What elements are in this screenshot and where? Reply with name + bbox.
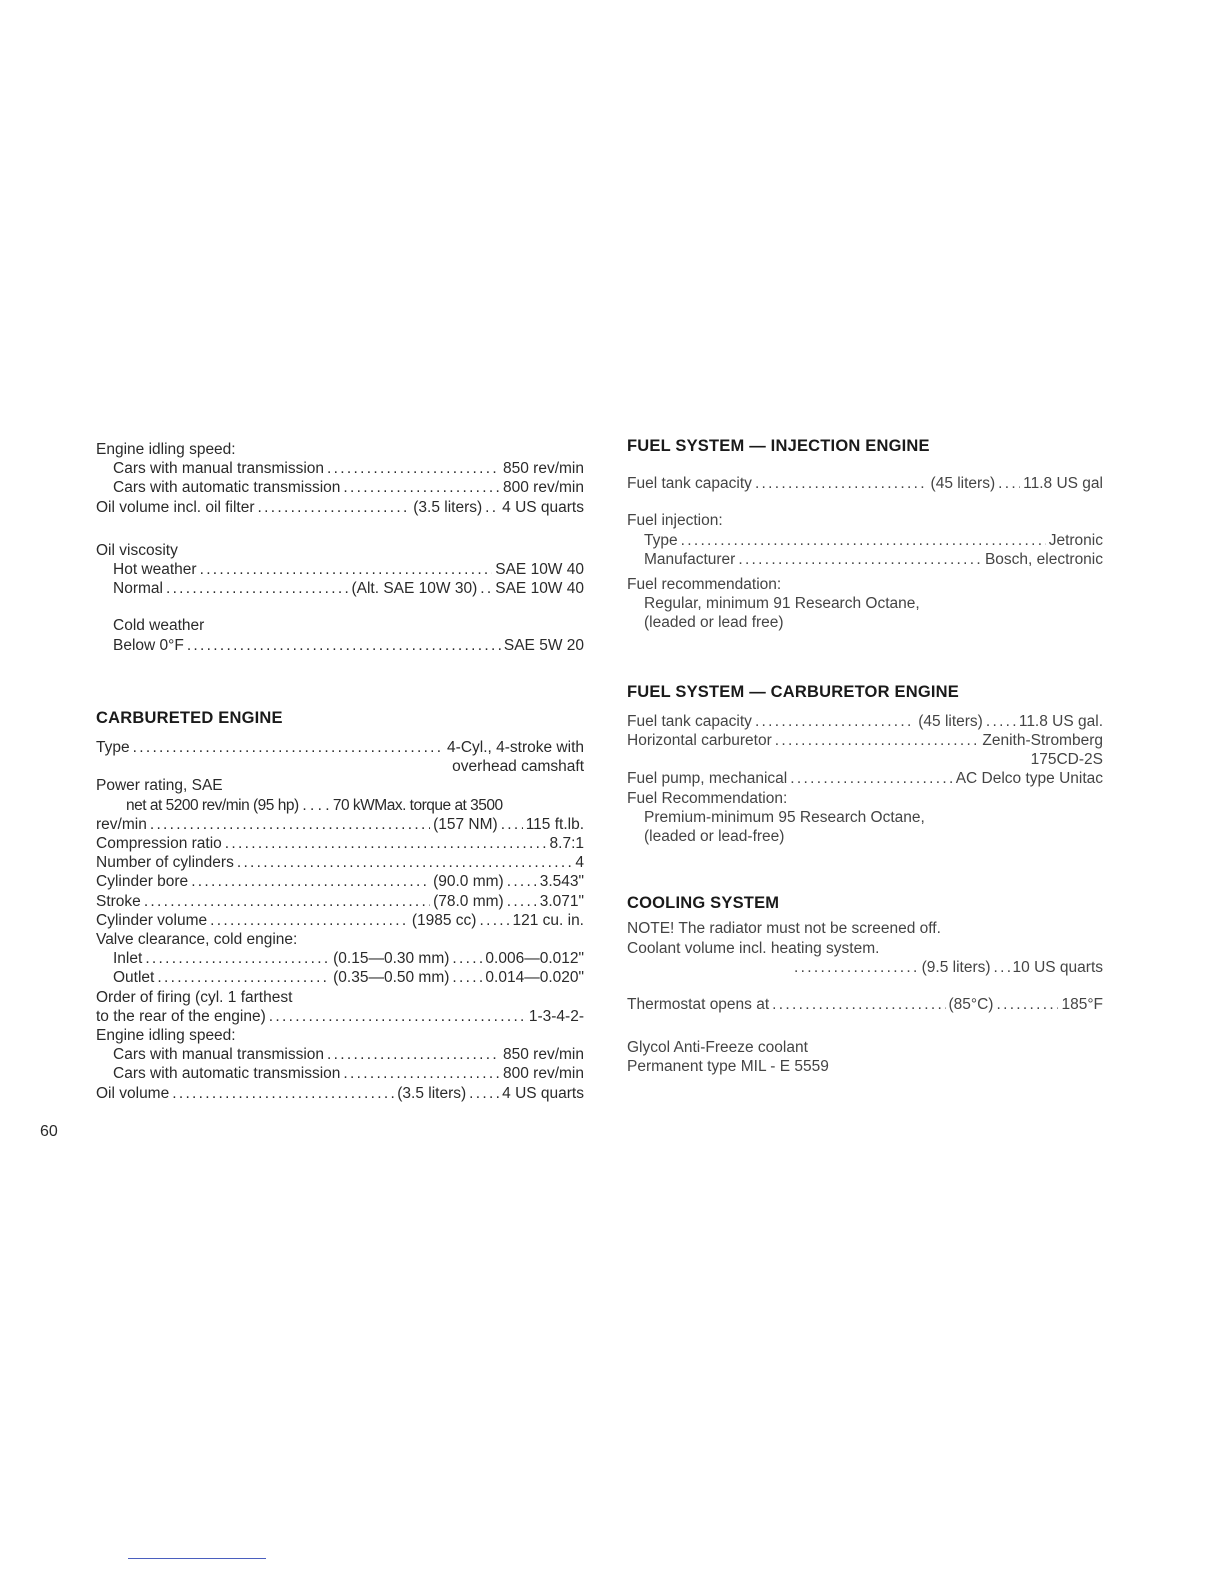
- spec-row: [96, 949, 584, 968]
- spec-label: Thermostat opens at: [627, 996, 770, 1014]
- leader-dots: [790, 769, 952, 788]
- spec-value: Bosch, electronic: [984, 550, 1103, 568]
- spec-label: Below 0°F: [113, 636, 184, 654]
- injection-title: Fuel injection:: [627, 512, 723, 530]
- spec-value: 800 rev/min: [503, 479, 584, 497]
- leader-dots: [996, 995, 1058, 1014]
- spec-row: [96, 1045, 584, 1064]
- spec-value: 4: [575, 854, 584, 872]
- left-column: [96, 440, 584, 1103]
- leader-dots: [452, 968, 482, 987]
- footer-rule: [128, 1558, 266, 1559]
- spec-value: AC Delco type Unitac: [955, 770, 1103, 788]
- spec-label: Cars with automatic transmission: [113, 1065, 341, 1083]
- leader-dots: [738, 550, 982, 569]
- leader-dots: [772, 995, 945, 1014]
- spec-metric: (78.0 mm): [433, 892, 504, 910]
- spec-value: Zenith-Stromberg: [982, 732, 1103, 750]
- spec-label: Compression ratio: [96, 835, 222, 853]
- spec-label: Oil volume: [96, 1084, 170, 1102]
- spec-metric: (45 liters): [930, 475, 996, 493]
- idling-title: Engine idling speed:: [96, 441, 236, 458]
- spec-value: SAE 10W 40: [495, 561, 584, 579]
- leader-dots: [191, 872, 430, 891]
- spec-label: Cylinder bore: [96, 873, 189, 891]
- spec-metric: (3.5 liters): [413, 498, 483, 516]
- leader-dots: [485, 498, 499, 517]
- spec-value: 10 US quarts: [1012, 958, 1103, 976]
- leader-dots: [187, 636, 501, 655]
- cooling-heading: COOLING SYSTEM: [627, 894, 780, 913]
- spec-label: Fuel pump, mechanical: [627, 770, 788, 788]
- spec-value: 0.014—0.020": [485, 969, 584, 987]
- spec-row: [96, 834, 584, 853]
- spec-row: [96, 478, 584, 497]
- spec-row: [96, 815, 584, 834]
- spec-label: Outlet: [113, 969, 155, 987]
- leader-dots: [210, 911, 409, 930]
- spec-metric: (157 NM): [433, 815, 498, 833]
- spec-row: [96, 1084, 584, 1103]
- leader-dots: [507, 872, 537, 891]
- spec-value: Jetronic: [1048, 531, 1103, 549]
- spec-row: [96, 579, 584, 598]
- spec-value: SAE 5W 20: [503, 636, 584, 654]
- spec-metric: (Alt. SAE 10W 30): [351, 580, 478, 598]
- leader-dots: [157, 968, 330, 987]
- spec-value: 850 rev/min: [503, 1046, 584, 1064]
- firing-title: Order of firing (cyl. 1 farthest: [96, 988, 293, 1006]
- spec-row: [96, 968, 584, 987]
- spec-metric: (0.35—0.50 mm): [333, 969, 450, 987]
- leader-dots: [755, 474, 928, 493]
- spec-row: [96, 459, 584, 478]
- spec-value: 800 rev/min: [503, 1065, 584, 1083]
- fuel-rec-title: Fuel recommendation:: [627, 576, 782, 594]
- leader-dots: [133, 738, 444, 757]
- leader-dots: [150, 815, 430, 834]
- leader-dots: [200, 560, 493, 579]
- spec-label: Inlet: [113, 950, 143, 968]
- spec-label: to the rear of the engine): [96, 1007, 266, 1025]
- spec-metric: (85°C): [948, 996, 994, 1014]
- spec-label: Oil volume incl. oil filter: [96, 498, 255, 516]
- leader-dots: [144, 892, 430, 911]
- leader-dots: [327, 1045, 500, 1064]
- leader-dots: [343, 478, 500, 497]
- spec-value: 4 US quarts: [502, 498, 584, 516]
- leader-dots: [479, 911, 509, 930]
- glycol-line: Permanent type MIL - E 5559: [627, 1058, 829, 1076]
- injection-heading: FUEL SYSTEM — INJECTION ENGINE: [627, 437, 930, 455]
- valve-title: Valve clearance, cold engine:: [96, 931, 298, 949]
- leader-dots: [237, 853, 573, 872]
- spec-row: [96, 911, 584, 930]
- spec-row: [627, 995, 1103, 1014]
- spec-row: [96, 498, 584, 517]
- leader-dots: [986, 712, 1016, 731]
- spec-row: [96, 738, 584, 757]
- spec-value-continued: 175CD-2S: [1030, 751, 1103, 769]
- spec-row: [96, 853, 584, 872]
- cooling-note: NOTE! The radiator must not be screened off.: [627, 920, 941, 938]
- leader-dots: [327, 459, 500, 478]
- spec-label: Fuel tank capacity: [627, 712, 752, 730]
- spec-value: 1-3-4-2-: [528, 1007, 584, 1025]
- spec-label: Cars with manual transmission: [113, 460, 325, 478]
- power-line: net at 5200 rev/min (95 hp) . . . . 70 kWMax. torque at 3500: [126, 796, 503, 814]
- leader-dots: [225, 834, 547, 853]
- spec-value: 3.543": [539, 873, 584, 891]
- viscosity-title: Oil viscosity: [96, 541, 178, 559]
- spec-row: [96, 892, 584, 911]
- leader-dots: [501, 815, 523, 834]
- spec-value: 11.8 US gal: [1023, 475, 1103, 493]
- spec-value: 4 US quarts: [502, 1084, 584, 1102]
- spec-label: Type: [644, 531, 678, 549]
- spec-row: [627, 769, 1103, 788]
- leader-dots: [994, 958, 1010, 977]
- spec-label: rev/min: [96, 815, 147, 833]
- right-column: [627, 437, 1103, 1077]
- fuel-rec-line: Regular, minimum 91 Research Octane,: [644, 595, 920, 613]
- spec-value: 185°F: [1061, 996, 1103, 1014]
- spec-value-continued: overhead camshaft: [452, 758, 584, 776]
- spec-value: 850 rev/min: [503, 460, 584, 478]
- power-title: Power rating, SAE: [96, 777, 223, 795]
- spec-label: Number of cylinders: [96, 854, 234, 872]
- spec-row: [627, 550, 1103, 569]
- spec-value: 115 ft.lb.: [525, 815, 584, 833]
- spec-metric: (1985 cc): [411, 911, 477, 929]
- leader-dots: [755, 712, 915, 731]
- leader-dots: [145, 949, 330, 968]
- spec-metric: (90.0 mm): [433, 873, 504, 891]
- cold-weather-title: Cold weather: [113, 617, 205, 635]
- spec-row: [627, 958, 1103, 977]
- coolant-title: Coolant volume incl. heating system.: [627, 939, 880, 957]
- spec-value: SAE 10W 40: [495, 580, 584, 598]
- spec-row: [96, 872, 584, 891]
- leader-dots: [469, 1084, 499, 1103]
- spec-row: [96, 636, 584, 655]
- spec-row: [627, 712, 1103, 731]
- spec-label: Normal: [113, 580, 163, 598]
- leader-dots: [998, 474, 1020, 493]
- leader-dots: [681, 531, 1046, 550]
- spec-label: Cars with manual transmission: [113, 1046, 325, 1064]
- fuel-rec-line: Premium-minimum 95 Research Octane,: [644, 808, 925, 826]
- idling-title: Engine idling speed:: [96, 1027, 236, 1045]
- spec-row: [627, 731, 1103, 750]
- spec-metric: (9.5 liters): [921, 958, 991, 976]
- spec-label: Fuel tank capacity: [627, 475, 752, 493]
- spec-label: Horizontal carburetor: [627, 732, 772, 750]
- spec-value: 11.8 US gal.: [1018, 712, 1103, 730]
- spec-metric: (3.5 liters): [397, 1084, 467, 1102]
- fuel-rec-line: (leaded or lead free): [644, 614, 784, 632]
- spec-row: [96, 1007, 584, 1026]
- leader-dots: [480, 579, 492, 598]
- spec-label: Type: [96, 739, 130, 757]
- spec-row: [627, 531, 1103, 550]
- leader-dots: [258, 498, 411, 517]
- spec-label: Hot weather: [113, 561, 197, 579]
- spec-metric: (45 liters): [918, 712, 983, 730]
- page-number: 60: [40, 1123, 58, 1140]
- leader-dots: [343, 1064, 500, 1083]
- spec-label: Cylinder volume: [96, 911, 208, 929]
- spec-value: 121 cu. in.: [512, 911, 584, 929]
- leader-dots: [269, 1007, 526, 1026]
- spec-value: 3.071": [539, 892, 584, 910]
- carburetor-heading: FUEL SYSTEM — CARBURETOR ENGINE: [627, 682, 959, 701]
- leader-dots: [775, 731, 980, 750]
- leader-dots: [507, 892, 537, 911]
- fuel-rec-line: (leaded or lead-free): [644, 828, 785, 846]
- spec-row: [96, 1064, 584, 1083]
- fuel-rec-title: Fuel Recommendation:: [627, 789, 788, 807]
- spec-label: Manufacturer: [644, 550, 736, 568]
- leader-dots: [172, 1084, 394, 1103]
- spec-label: Cars with automatic transmission: [113, 479, 341, 497]
- leader-dots: [166, 579, 349, 598]
- spec-value: 0.006—0.012": [485, 950, 584, 968]
- spec-value: 4-Cyl., 4-stroke with: [447, 739, 584, 757]
- leader-dots: [794, 958, 919, 977]
- spec-row: [627, 474, 1103, 493]
- carbureted-heading: CARBURETED ENGINE: [96, 708, 283, 727]
- leader-dots: [452, 949, 482, 968]
- spec-label: Stroke: [96, 892, 141, 910]
- spec-metric: (0.15—0.30 mm): [333, 950, 450, 968]
- spec-value: 8.7:1: [549, 835, 584, 853]
- spec-row: [96, 560, 584, 579]
- glycol-line: Glycol Anti-Freeze coolant: [627, 1039, 808, 1057]
